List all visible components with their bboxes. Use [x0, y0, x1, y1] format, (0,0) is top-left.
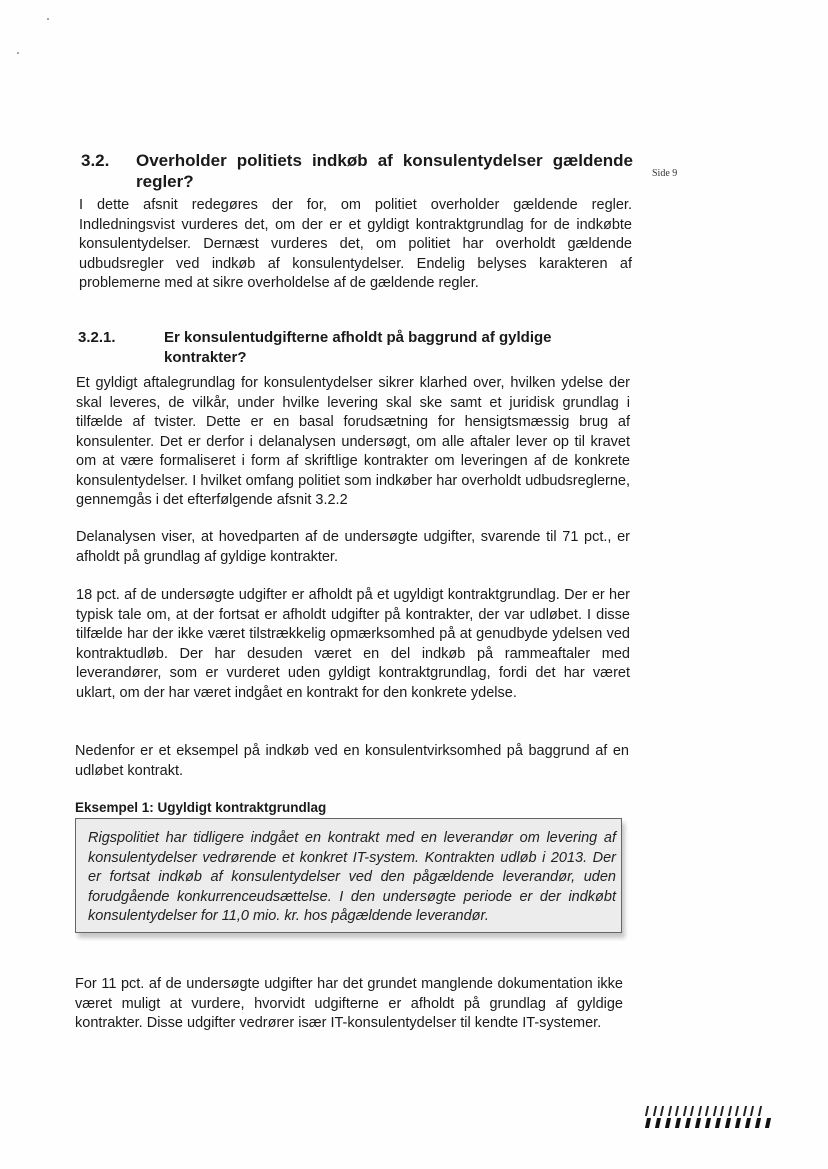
body-paragraph: Et gyldigt aftalegrundlag for konsulentydelser sikrer klarhed over, hvilken ydelse der skal leveres, de vilkår, under hvilke levering skal ske samt et juridisk grundlag i tilfælde af tvister. Dette er en basal forudsætning for hensigtsmæssig brug af konsulenter. Det er derfor i delanalysen undersøgt, om alle aftaler lever op til kravet om at være formaliseret i form af skriftlige kontrakter om leveringen af de konkrete konsulentydelser. I hvilket omfang politiet som indkøber har overholdt udbudsreglerne, gennemgås i det efterfølgende afsnit 3.2.2 — [76, 375, 630, 508]
section-intro-paragraph: I dette afsnit redegøres der for, om politiet overholder gældende regler. Indledningsvist vurderes det, om der er et gyldigt kontraktgrundlag for de indkøbte konsulentydelser. Dernæst vurderes det, om politiet har overholdt gældende udbudsregler ved indkøb af konsulentydelser. Endelig belyses karakteren af problemerne med at sikre overholdelse af de gældende regler. — [79, 197, 632, 291]
example-label: Eksempel 1: Ugyldigt kontraktgrundlag — [75, 800, 327, 815]
body-paragraph: 18 pct. af de undersøgte udgifter er afholdt på et ugyldigt kontraktgrundlag. Der er her typisk tale om, at der fortsat er afholdt udgifter på kontrakter, der var udløbet. I disse tilfælde har der ikke været tilstrækkelig opmærksomhed på at genudbyde ydelsen ved kontraktudløb. Der har desuden været en del indkøb på rammeaftaler med leverandører, som er vurderet uden gyldigt kontraktgrundlag, fordi det har været uklart, om der har været indgået en kontrakt for den konkrete ydelse. — [76, 587, 630, 701]
section-number: 3.2. — [81, 151, 110, 170]
subsection-heading-3-2-1 — [78, 328, 633, 368]
scan-speck — [47, 18, 49, 20]
example-box — [75, 818, 622, 933]
section-title: Overholder politiets indkøb af konsulentydelser gældende regler? — [136, 151, 633, 191]
scan-barcode-mark — [646, 1106, 778, 1128]
closing-paragraph: For 11 pct. af de undersøgte udgifter har det grundet manglende dokumentation ikke været muligt at vurdere, hvorvidt udgifterne er afholdt på grundlag af gyldige kontrakter. Disse udgifter vedrører især IT-konsulentydelser til kendte IT-systemer. — [75, 976, 623, 1031]
body-paragraph: Nedenfor er et eksempel på indkøb ved en konsulentvirksomhed på baggrund af en udløbet kontrakt. — [75, 743, 629, 779]
subsection-number: 3.2.1. — [78, 329, 116, 346]
page-number-label: Side 9 — [652, 168, 678, 179]
body-paragraph: Delanalysen viser, at hovedparten af de undersøgte udgifter, svarende til 71 pct., er afholdt på grundlag af gyldige kontrakter. — [76, 529, 630, 565]
section-heading-3-2 — [81, 150, 633, 192]
subsection-title: Er konsulentudgifterne afholdt på baggrund af gyldige kontrakter? — [164, 329, 552, 366]
scan-speck — [17, 52, 19, 54]
example-text: Rigspolitiet har tidligere indgået en kontrakt med en leverandør om levering af konsulentydelser vedrørende et konkret IT-system. Kontrakten udløb i 2013. Der er fortsat indkøb af konsulentydelser ved den pågældende leverandør, uden forudgående konkurrenceudsættelse. I den undersøgte periode er der indkøbt konsulentydelser for 11,0 mio. kr. hos pågældende leverandør. — [88, 830, 616, 924]
